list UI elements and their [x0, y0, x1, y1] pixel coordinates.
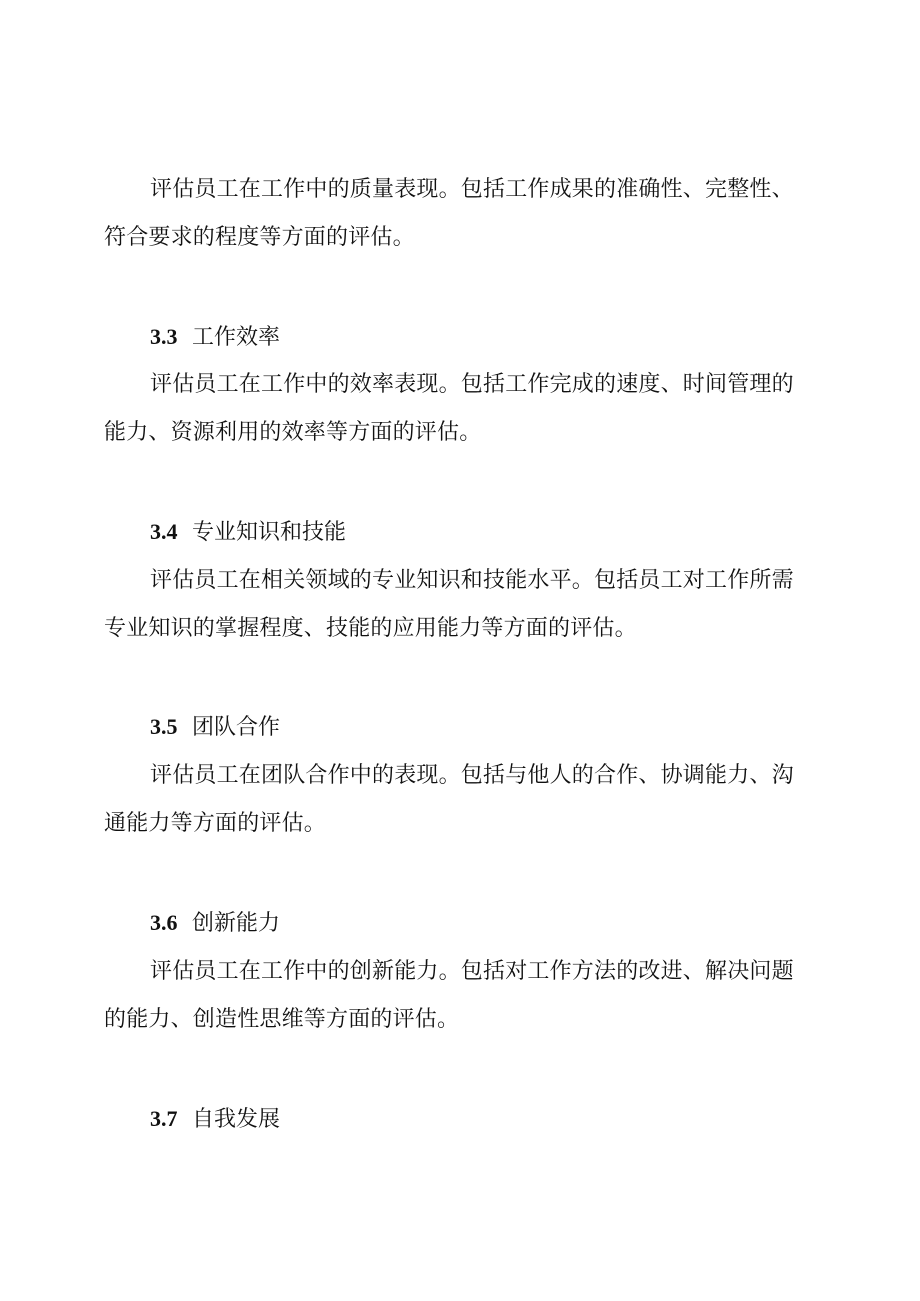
section-number: 3.3: [150, 324, 178, 349]
section-title: 工作效率: [192, 325, 281, 350]
section-number: 3.5: [150, 714, 178, 739]
section-number: 3.7: [150, 1106, 178, 1131]
section-heading-3-6: [150, 908, 280, 939]
paragraph-efficiency: 评估员工在工作中的效率表现。包括工作完成的速度、时间管理的能力、资源利用的效率等方面的评估。: [104, 372, 794, 445]
section-heading-3-7: [150, 1104, 280, 1135]
section-title: 创新能力: [192, 911, 281, 936]
paragraph-knowledge-skills: 评估员工在相关领域的专业知识和技能水平。包括员工对工作所需专业知识的掌握程度、技能的应用能力等方面的评估。: [104, 568, 794, 641]
section-title: 自我发展: [192, 1107, 281, 1132]
section-heading-3-3: [150, 322, 280, 353]
section-title: 团队合作: [192, 715, 281, 740]
section-heading-3-5: [150, 712, 280, 743]
section-number: 3.6: [150, 910, 178, 935]
section-title: 专业知识和技能: [192, 520, 347, 545]
paragraph-quality: 评估员工在工作中的质量表现。包括工作成果的准确性、完整性、符合要求的程度等方面的评估。: [104, 177, 794, 250]
section-number: 3.4: [150, 519, 178, 544]
section-heading-3-4: [150, 517, 346, 548]
paragraph-teamwork: 评估员工在团队合作中的表现。包括与他人的合作、协调能力、沟通能力等方面的评估。: [104, 763, 794, 836]
paragraph-innovation: 评估员工在工作中的创新能力。包括对工作方法的改进、解决问题的能力、创造性思维等方面的评估。: [104, 959, 794, 1032]
